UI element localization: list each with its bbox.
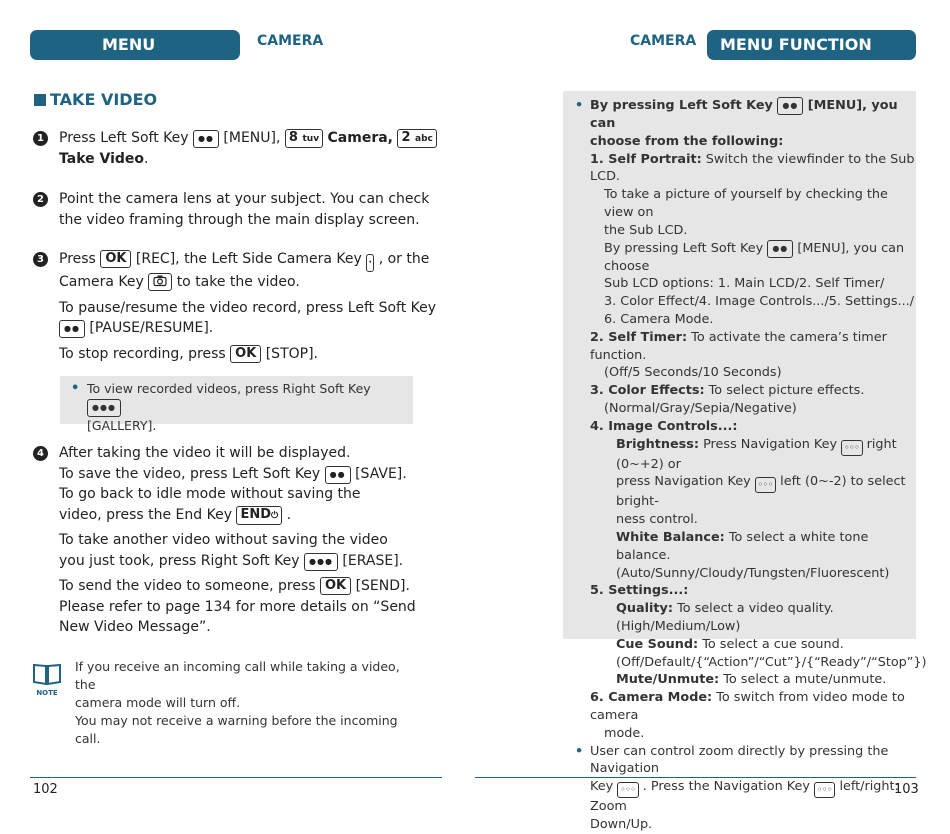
left-soft-key-icon: ●● [767,240,793,258]
key-8-icon: 8 tuv [285,129,323,148]
camera-key-icon [148,273,172,291]
right-footer-rule [475,777,916,778]
left-menu-function-tab [30,30,240,84]
section-square-icon [34,94,46,106]
right-menu-function-label: MENU FUNCTION [720,35,872,54]
ok-key-icon: OK [320,577,351,595]
navigation-key-icon: ◦◦◦ [755,477,776,493]
note-label: NOTE [36,689,58,697]
right-page-number: 103 [894,782,919,797]
navigation-key-icon: ◦◦◦ [814,782,835,798]
navigation-key-icon: ◦◦◦ [841,440,862,456]
right-info-text: • By pressing Left Soft Key ●● [MENU], you can choose from the following: 1. Self Portrait: Switch the viewfinder to the Sub LCD. To take a picture of yourself by checking the view on the Sub LCD. By pressing Left Soft Key ●● [MENU], you can choose Sub LCD options: 1. Main LCD/2. Self Timer/ 3. Color Effect/4. Image Controls.../5. Settings.../ 6. Camera Mode. 2. Self Timer: To activate the camera’s timer function. (Off/5 Seconds/10 Seconds) 3. Color Effects: To select picture effects. (Normal/Gray/Sepia/Negative) 4. Image Controls...: Brightness: Press Navigation Key ◦◦◦ right (0~+2) or press Navigation Key ◦◦◦ left (0~-2) to select bright- ness control. White Balance: To select a white tone balance. (Auto/Sunny/Cloudy/Tungsten/Fluorescent) 5. Settings...: Quality: To select a video quality. (High/Medium/Low) Cue Sound: To select a cue sound. (Off/Default/{“Action”/“Cut”}/{“Ready”/“Stop”}) Mute/Unmute: To select a mute/unmute. 6. Camera Mode: To switch from video mode to camera mode. • User can control zoom directly by pressing the Navigation Key ◦◦◦ . Press the Navigation Key ◦◦◦ left/right: Zoom Down/Up. [575,98,927,832]
note-book-icon [32,661,62,697]
tip-text: To view recorded videos, press Right Soft Key ●●● [GALLERY]. [87,381,371,433]
left-soft-key-icon: ●● [59,320,85,338]
ok-key-icon: OK [100,250,131,268]
end-key-icon: END⏻ [236,506,282,525]
left-soft-key-icon: ●● [325,466,351,484]
navigation-key-icon: ◦◦◦ [617,782,638,798]
note-text: If you receive an incoming call while taking a video, the camera mode will turn off. You may not receive a warning before the incoming call. [75,659,400,746]
left-footer-rule [30,777,442,778]
right-soft-key-icon: ●●● [304,553,338,571]
tip-bullet: • [71,381,80,396]
right-soft-key-icon: ●●● [87,399,121,417]
section-title: TAKE VIDEO [34,90,157,109]
right-camera-label: CAMERA [630,33,697,49]
left-soft-key-icon: ●● [777,97,803,115]
left-camera-label: CAMERA [257,33,324,49]
step-2-number: 2 [33,192,48,207]
step-3-number: 3 [33,252,48,267]
left-page-number: 102 [33,782,58,797]
step-4-text: After taking the video it will be displayed. To save the video, press Left Soft Key ●● [SAVE]. To go back to idle mode without saving the video, press the End Key END⏻ . To take another video without saving the video you just took, press Right Soft Key ●●● [ERASE]. To send the video to someone, press OK [SEND]. Please refer to page 134 for more details on “Send New Video Message”. [59,445,416,635]
right-menu-function-tab [707,30,916,60]
left-menu-function-label: MENU FUNCTION [102,35,195,84]
step-3-text: Press OK [REC], the Left Side Camera Key · , or the Camera Key to take the video. To pause/resume the video record, press Left Soft Key ●● [PAUSE/RESUME]. To stop recording, press OK [STOP]. [59,251,437,362]
key-2-icon: 2 abc [397,129,436,148]
step-2-text: Point the camera lens at your subject. You can check the video framing through the main display screen. [59,191,430,228]
left-soft-key-icon: ●● [193,130,219,148]
side-camera-key-icon: · [366,254,374,272]
ok-key-icon: OK [230,345,261,363]
step-4-number: 4 [33,446,48,461]
step-1-number: 1 [33,131,48,146]
step-1-text: Press Left Soft Key ●● [MENU], 8 tuv Camera, 2 abc Take Video. [59,128,439,169]
